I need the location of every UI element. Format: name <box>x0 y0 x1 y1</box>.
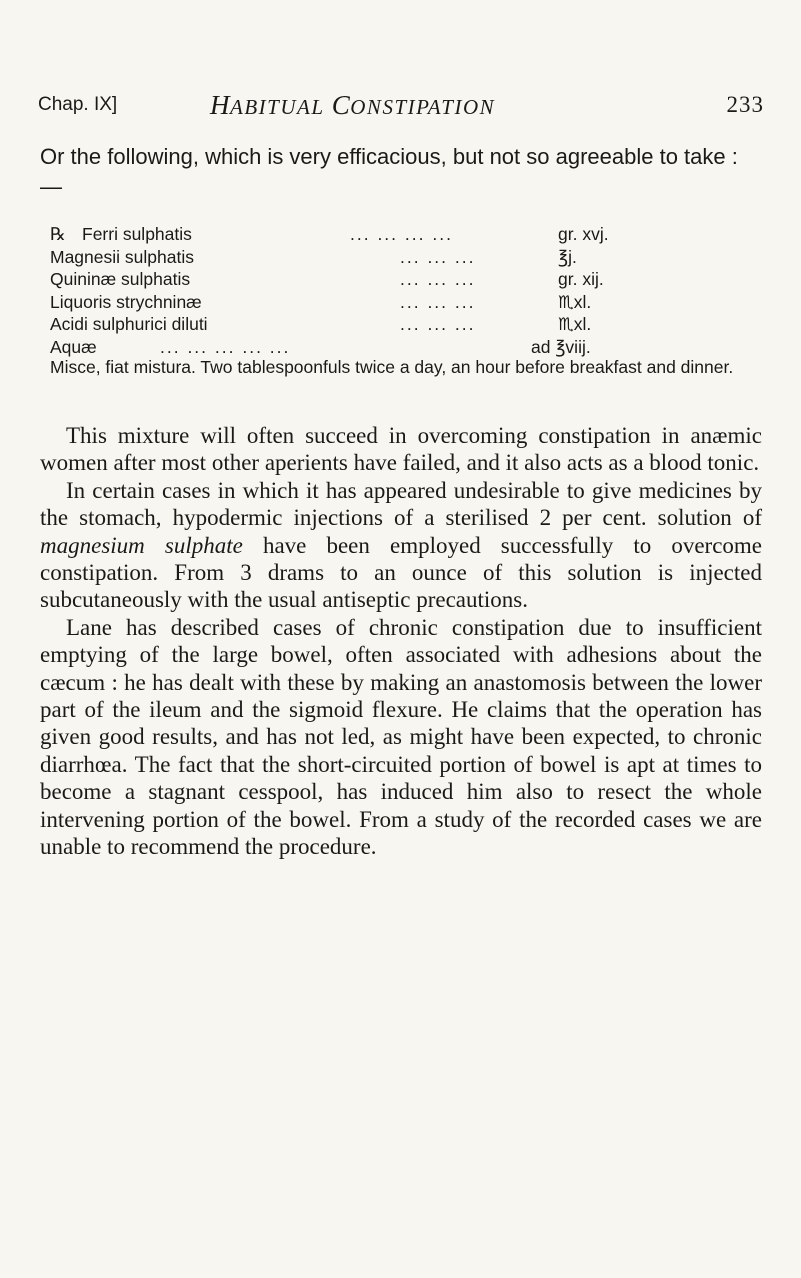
recipe-symbol: ℞ <box>50 224 66 244</box>
prescription-row <box>50 246 762 269</box>
ingredient-name: Acidi sulphurici diluti <box>50 314 208 334</box>
prescription <box>50 223 762 358</box>
body-text <box>40 422 762 861</box>
intro-text: Or the following, which is very efficacious, but not so agreeable to take : — <box>40 144 738 199</box>
paragraph-2-end: have been employed successfully to overcome constipation. From 3 drams to an ounce of this solution is injected subcutaneously with the usual antiseptic precautions. <box>40 532 762 613</box>
prescription-row <box>50 223 762 246</box>
magnesium-sulphate-italic: magnesium sulphate <box>40 532 243 558</box>
paragraph-1: This mixture will often succeed in overcoming constipation in anæmic women after most other aperients have failed, and it also acts as a blood tonic. <box>40 423 762 476</box>
prescription-row <box>50 313 762 336</box>
title-initial-h: H <box>210 90 230 120</box>
title-initial-c: C <box>331 90 351 120</box>
leader-dots: ... ... ... <box>400 314 476 334</box>
paragraph-2 <box>40 477 762 614</box>
paragraph-2-start: In certain cases in which it has appeared undesirable to give medicines by the stomach, hypodermic injections of a sterilised 2 per cent. solution of <box>40 477 762 531</box>
ingredient-amount: ♏xl. <box>558 314 592 334</box>
paragraph-3: Lane has described cases of chronic constipation due to insufficient emptying of the large bowel, often associated with adhesions about the cæcum : he has dealt with these by making an anastomosis between the lower part of the ileum and the sigmoid flexure. He claims that the operation has given good results, and has not led, as might have been expected, to chronic diarrhœa. The fact that the short-circuited portion of bowel is apt at times to become a stagnant cesspool, has induced him also to resect the whole intervening portion of the bowel. From a study of the recorded cases we are unable to recommend the procedure. <box>40 614 762 860</box>
ingredient-amount: ℥j. <box>558 246 577 267</box>
running-title <box>210 90 495 121</box>
leader-dots: ... ... ... ... <box>350 224 453 244</box>
prescription-instructions: Misce, fiat mistura. Two tablespoonfuls twice a day, an hour before breakfast and dinner. <box>50 357 734 377</box>
running-head <box>38 90 764 124</box>
title-word-habitual-rest: ABITUAL <box>230 95 325 119</box>
leader-dots: ... ... ... ... ... <box>160 336 291 357</box>
ingredient-amount: gr. xij. <box>558 269 604 289</box>
chapter-label: Chap. IX] <box>38 94 118 115</box>
prescription-row <box>50 268 762 291</box>
prescription-row <box>50 291 762 314</box>
leader-dots: ... ... ... <box>400 246 476 267</box>
ingredient-name: Quininæ sulphatis <box>50 269 191 289</box>
ingredient-name: Ferri sulphatis <box>82 224 192 244</box>
ingredient-name: Magnesii sulphatis <box>50 246 194 267</box>
prescription-row <box>50 336 762 359</box>
ingredient-amount: ad ℥viij. <box>531 336 591 357</box>
leader-dots: ... ... ... <box>400 269 476 289</box>
ingredient-name: Aquæ <box>50 336 97 357</box>
leader-dots: ... ... ... <box>400 291 476 312</box>
ingredient-amount: gr. xvj. <box>558 224 609 244</box>
ingredient-amount: ♏xl. <box>558 291 592 312</box>
page-number: 233 <box>726 92 764 117</box>
ingredient-name: Liquoris strychninæ <box>50 291 202 312</box>
title-word-constipation-rest: ONSTIPATION <box>350 95 496 119</box>
